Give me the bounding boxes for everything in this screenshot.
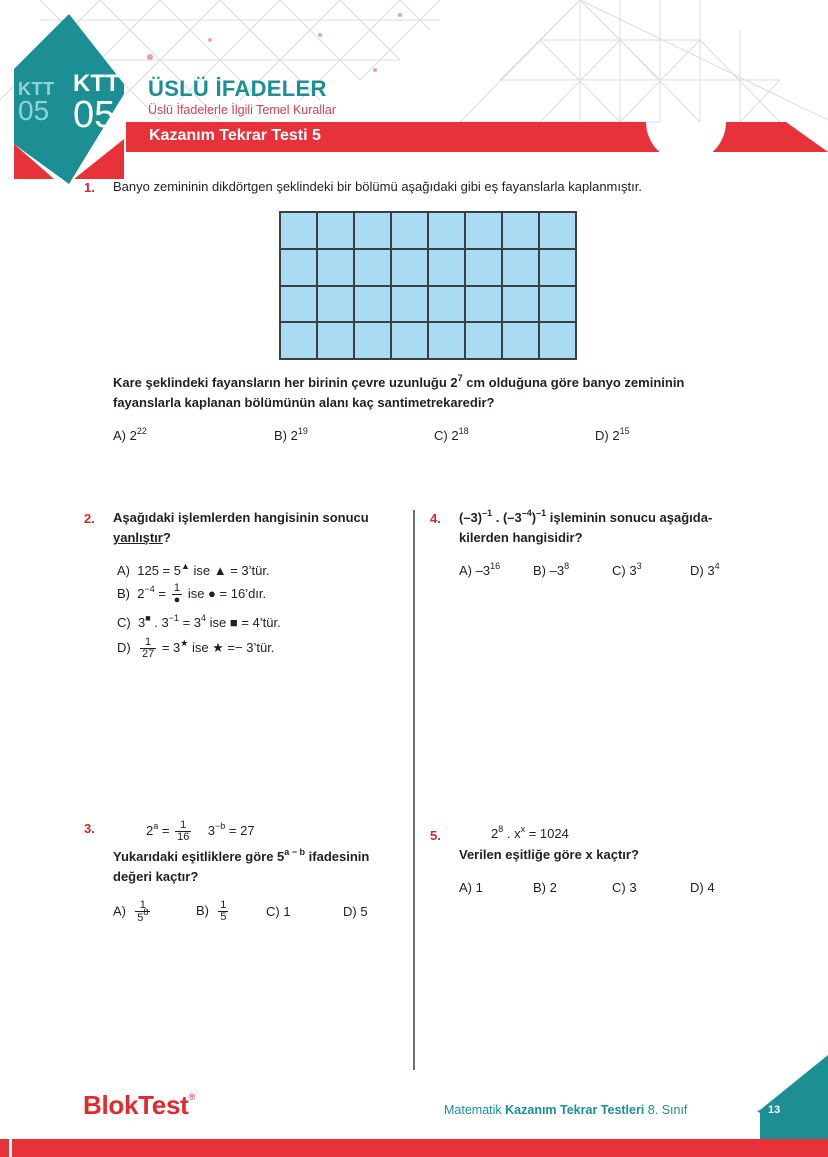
question-5-number: 5. bbox=[430, 828, 441, 843]
test-title: Kazanım Tekrar Testi 5 bbox=[149, 127, 321, 144]
footer-bar bbox=[0, 1139, 828, 1157]
page-number: 13 bbox=[768, 1104, 781, 1116]
badge-code: KTT bbox=[73, 70, 120, 97]
question-1-stem bbox=[113, 373, 684, 413]
question-5-equation: $2^8$ . $x^x = 1024$ bbox=[491, 824, 569, 841]
unit-title: ÜSLÜ İFADELER bbox=[148, 76, 327, 101]
q1-option-a[interactable]: A) $2^{22}$ bbox=[113, 426, 147, 443]
q3-option-c[interactable]: C) 1 bbox=[266, 904, 291, 919]
unit-badge-secondary bbox=[18, 80, 55, 125]
q1-option-d[interactable]: D) $2^{15}$ bbox=[595, 426, 630, 443]
question-3-equations: $2^a$ = $\frac{1}{16}$ $3^{-b} = 27$ bbox=[146, 819, 255, 843]
question-3-stem: Yukarıdaki eşitliklere göre $5^{a - b}$ ifadesinin değeri kaçtır? bbox=[113, 847, 370, 884]
q2-option-b[interactable]: B) $2^{-4}$ = $\frac{1}{●}$ ise ● = 16’dır. bbox=[117, 582, 267, 606]
q2-option-d[interactable]: D) $\frac{1}{27}$ = 3★ ise ★ =− 3’tür. bbox=[117, 636, 275, 660]
page-number-badge bbox=[735, 1055, 828, 1140]
stem-text: Kare şeklindeki fayansların her birinin çevre uzunluğu 2 bbox=[113, 375, 458, 390]
column-divider bbox=[413, 510, 415, 1070]
question-1-intro: Banyo zemininin dikdörtgen şeklindeki bir bölümü aşağıdaki gibi eş fayanslarla kaplanmıştır. bbox=[113, 179, 642, 194]
q3-option-a[interactable]: A) $\frac{1}{5^8}$ bbox=[113, 899, 149, 924]
question-4-stem: $(-3)^{-1}$ . $(-3^{-4})^{-1}$ işleminin sonucu aşağıda- kilerden hangisidir? bbox=[459, 508, 713, 545]
q1-option-b[interactable]: B) $2^{19}$ bbox=[274, 426, 308, 443]
q3-option-b[interactable]: B) $\frac{1}{5}$ bbox=[196, 899, 227, 923]
q5-option-c[interactable]: C) 3 bbox=[612, 880, 637, 895]
tile-grid-figure bbox=[279, 211, 577, 360]
stem-exponent: 7 bbox=[457, 373, 463, 383]
q4-option-a[interactable]: A) $-3^{16}$ bbox=[459, 561, 501, 578]
badge-code-secondary: KTT bbox=[18, 79, 55, 99]
unit-subtitle: Üslü İfadelerle İlgili Temel Kurallar bbox=[148, 103, 337, 117]
question-2-number: 2. bbox=[84, 511, 95, 526]
question-3-number: 3. bbox=[84, 821, 95, 836]
q1-option-c[interactable]: C) $2^{18}$ bbox=[434, 426, 469, 443]
star-icon: ★ bbox=[180, 637, 189, 648]
question-1-number: 1. bbox=[84, 180, 95, 195]
square-icon: ■ bbox=[145, 613, 151, 623]
q2-option-c[interactable]: C) 3■ . $3^{-1} = 3^4$ ise ■ = 4’tür. bbox=[117, 613, 281, 630]
stem-text: cm olduğuna göre banyo zemininin bbox=[462, 375, 685, 390]
q5-option-b[interactable]: B) 2 bbox=[533, 880, 557, 895]
badge-number-secondary: 05 bbox=[18, 95, 50, 126]
brand-logo: BlokTest® bbox=[83, 1090, 195, 1120]
q4-option-d[interactable]: D) $3^4$ bbox=[690, 561, 720, 578]
stem-text: fayanslarla kaplanan bölümünün alanı kaç santimetrekaredir? bbox=[113, 395, 495, 410]
question-5-stem: Verilen eşitliğe göre x kaçtır? bbox=[459, 847, 639, 862]
footer-bar-notch bbox=[9, 1139, 12, 1157]
circle-icon: ● bbox=[173, 594, 181, 606]
q5-option-a[interactable]: A) 1 bbox=[459, 880, 483, 895]
question-4-number: 4. bbox=[430, 511, 441, 526]
triangle-icon: ▲ bbox=[180, 561, 190, 571]
series-title: Matematik Kazanım Tekrar Testleri 8. Sınıf bbox=[444, 1103, 688, 1117]
q5-option-d[interactable]: D) 4 bbox=[690, 880, 715, 895]
q3-option-d[interactable]: D) 5 bbox=[343, 904, 368, 919]
q4-option-c[interactable]: C) $3^3$ bbox=[612, 561, 642, 578]
q2-option-a[interactable]: A) 125 = 5▲ ise ▲ = 3’tür. bbox=[117, 561, 270, 578]
question-2-stem: Aşağıdaki işlemlerden hangisinin sonucu yanlıştır? bbox=[113, 510, 369, 545]
unit-badge bbox=[73, 72, 120, 134]
q4-option-b[interactable]: B) $-3^8$ bbox=[533, 561, 570, 578]
badge-number: 05 bbox=[73, 94, 116, 136]
underlined-word: yanlıştır bbox=[113, 530, 163, 545]
